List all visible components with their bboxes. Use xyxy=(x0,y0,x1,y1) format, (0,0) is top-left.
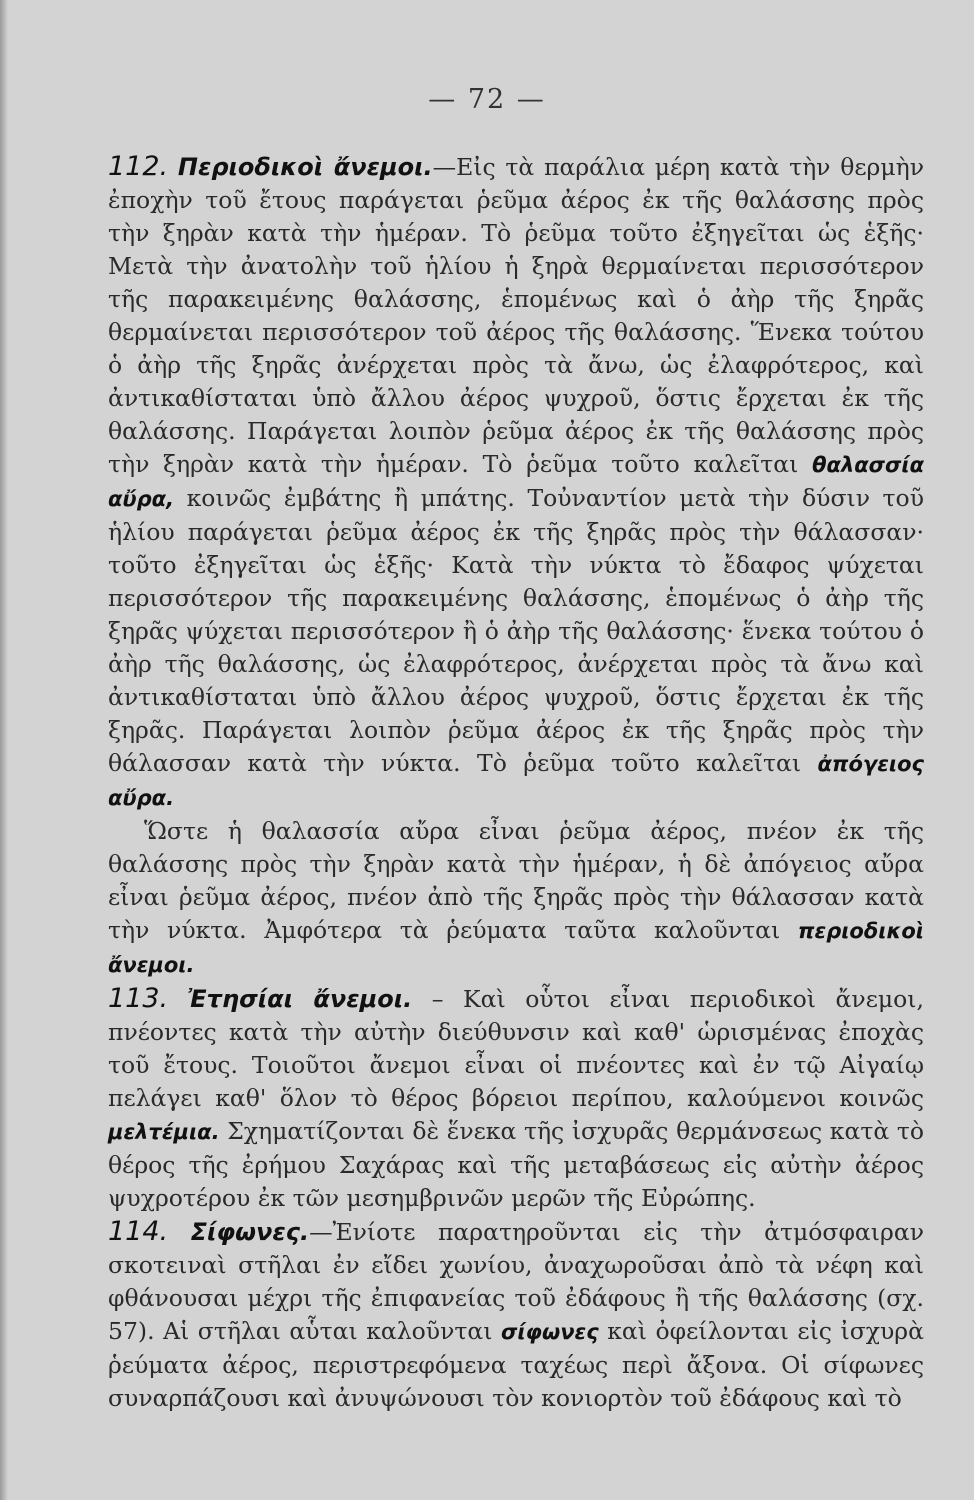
body-text: —Εἰς τὰ παράλια μέρη κατὰ τὴν θερμὴν ἐποχὴν τοῦ ἔτους παράγεται ῥεῦμα ἀέρος ἐκ τῆς θαλάσσης πρὸς τὴν ξηρὰν κατὰ τὴν ἡμέραν. Τὸ ῥεῦμα τοῦτο ἐξηγεῖται ὡς ἑξῆς· Μετὰ τὴν ἀνατολὴν τοῦ ἡλίου ἡ ξηρὰ θερμαίνεται περισσότερον τῆς παρακειμένης θαλάσσης, ἑπομένως καὶ ὁ ἀὴρ τῆς ξηρᾶς θερμαίνεται περισσότερον τοῦ ἀέρος τῆς θαλάσσης. Ἕνεκα τούτου ὁ ἀὴρ τῆς ξηρᾶς ἀνέρχεται πρὸς τὰ ἄνω, ὡς ἐλαφρότερος, καὶ ἀντικαθίσταται ὑπὸ ἄλλου ἀέρος ψυχροῦ, ὅστις ἔρχεται ἐκ τῆς θαλάσσης. Παράγεται λοιπὸν ῥεῦμα ἀέρος ἐκ τῆς θαλάσσης πρὸς τὴν ξηρὰν κατὰ τὴν ἡμέραν. Τὸ ῥεῦμα τοῦτο καλεῖται xyxy=(108,153,924,478)
section-112-paragraph xyxy=(108,150,924,815)
key-term: μελτέμια. xyxy=(108,1120,220,1144)
body-text: Ὥστε ἡ θαλασσία αὔρα εἶναι ῥεῦμα ἀέρος, πνέον ἐκ τῆς θαλάσσης πρὸς τὴν ξηρὰν κατὰ τὴν ἡμέραν, ἡ δὲ ἀπόγειος αὔρα εἶναι ῥεῦμα ἀέρος, πνέον ἀπὸ τῆς ξηρᾶς πρὸς τὴν θάλασσαν κατὰ τὴν νύκτα. Ἀμφότερα τὰ ῥεύματα ταῦτα καλοῦνται xyxy=(108,817,924,944)
section-number: 112. xyxy=(108,151,169,182)
key-term: σίφωνες xyxy=(500,1320,599,1344)
body-text: κοινῶς ἐμβάτης ἢ μπάτης. Τοὐναντίον μετὰ τὴν δύσιν τοῦ ἡλίου παράγεται ῥεῦμα ἀέρος ἐκ τῆς ξηρᾶς πρὸς τὴν θάλασσαν· τοῦτο ἐξηγεῖται ὡς ἑξῆς· Κατὰ τὴν νύκτα τὸ ἔδαφος ψύχεται περισσότερον τῆς παρακειμένης θαλάσσης, ἑπομένως ὁ ἀὴρ τῆς ξηρᾶς ψύχεται περισσότερον ἢ ὁ ἀὴρ τῆς θαλάσσης· ἕνεκα τούτου ὁ ἀὴρ τῆς θαλάσσης, ὡς ἐλαφρότερος, ἀνέρχεται πρὸς τὰ ἄνω καὶ ἀντικαθίσταται ὑπὸ ἄλλου ἀέρος ψυχροῦ, ὅστις ἔρχεται ἐκ τῆς ξηρᾶς. Παράγεται λοιπὸν ῥεῦμα ἀέρος ἐκ τῆς ξηρᾶς πρὸς τὴν θάλασσαν κατὰ τὴν νύκτα. Τὸ ῥεῦμα τοῦτο καλεῖται xyxy=(108,484,924,777)
section-number: 114. xyxy=(108,1216,169,1247)
section-number: 113. xyxy=(108,983,169,1014)
key-term: ἀπόγειος αὔρα. xyxy=(108,752,924,810)
body-text: καὶ ὀφείλονται εἰς ἰσχυρὰ ῥεύματα ἀέρος, περιστρεφόμενα ταχέως περὶ ἄξονα. Οἱ σίφωνες συναρπάζουσι καὶ ἀνυψώνουσι τὸν κονιορτὸν τοῦ ἐδάφους καὶ τὸ xyxy=(108,1317,924,1412)
key-term: περιοδικοὶ ἄνεμοι. xyxy=(108,919,924,977)
body-text: —Ἐνίοτε παρατηροῦνται εἰς τὴν ἀτμόσφαιραν σκοτειναὶ στῆλαι ἐν εἴδει χωνίου, ἀναχωροῦσαι ἀπὸ τὰ νέφη καὶ φθάνουσαι μέχρι τῆς ἐπιφανείας τοῦ ἐδάφους ἢ τῆς θαλάσσης (σχ. 57). Αἱ στῆλαι αὗται καλοῦνται xyxy=(108,1218,924,1345)
section-112-summary-paragraph xyxy=(108,815,924,982)
body-text: Σχηματίζονται δὲ ἕνεκα τῆς ἰσχυρᾶς θερμάνσεως κατὰ τὸ θέρος τῆς ἐρήμου Σαχάρας καὶ τῆς μεταβάσεως εἰς αὐτὴν ἀέρος ψυχροτέρου ἐκ τῶν μεσημβρινῶν μερῶν τῆς Εὐρώπης. xyxy=(108,1117,924,1212)
page-text xyxy=(108,150,924,1415)
section-title: Σίφωνες. xyxy=(190,1218,310,1246)
section-114-paragraph xyxy=(108,1215,924,1415)
key-term: θαλασσία αὔρα, xyxy=(108,453,924,511)
section-title: Ἐτησίαι ἄνεμοι. xyxy=(187,985,413,1013)
page-edge-shadow xyxy=(0,0,8,1500)
body-text: – Καὶ οὗτοι εἶναι περιοδικοὶ ἄνεμοι, πνέοντες κατὰ τὴν αὐτὴν διεύθυνσιν καὶ καθ' ὡρισμένας ἐποχὰς τοῦ ἔτους. Τοιοῦτοι ἄνεμοι εἶναι οἱ πνέοντες καὶ ἐν τῷ Αἰγαίῳ πελάγει καθ' ὅλον τὸ θέρος βόρειοι περίπου, καλούμενοι κοινῶς xyxy=(108,985,924,1112)
section-title: Περιοδικοὶ ἄνεμοι. xyxy=(177,153,433,181)
section-113-paragraph xyxy=(108,982,924,1215)
page-number: — 72 — xyxy=(428,84,546,115)
